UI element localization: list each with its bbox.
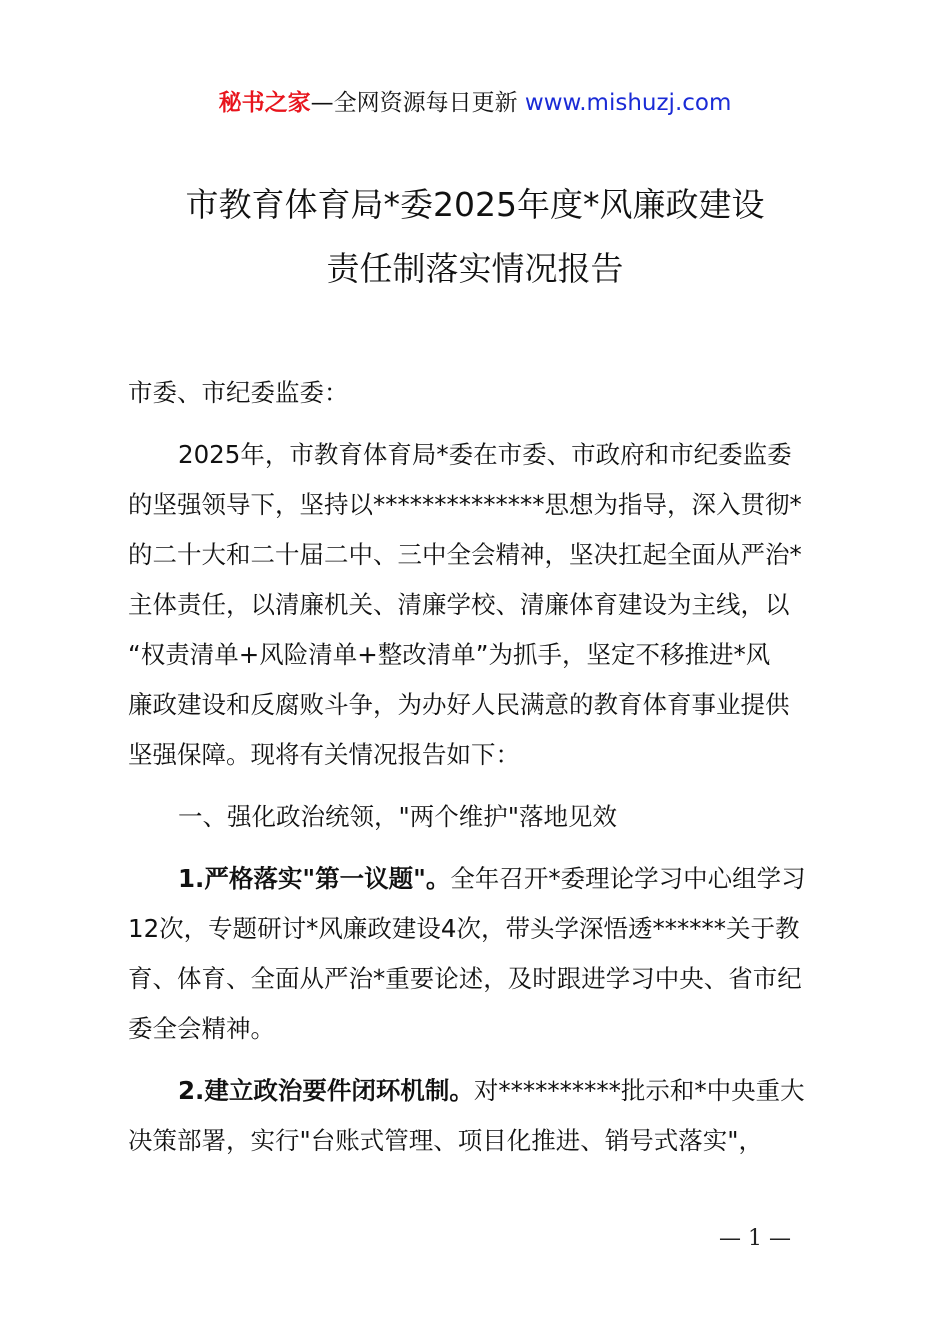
site-name: 秘书之家 — [218, 90, 311, 116]
item-1-line: 育、体育、全面从严治*重要论述，及时跟进学习中央、省市纪 — [128, 964, 802, 993]
site-tagline: —全网资源每日更新 — [310, 90, 525, 116]
item-1-heading: 1.严格落实"第一议题"。 — [178, 864, 451, 893]
item-1-line: 12次，专题研讨*风廉政建设4次，带头学深悟透******关于教 — [128, 914, 800, 943]
item-1-line: 委全会精神。 — [128, 1014, 275, 1043]
section-heading: 一、强化政治统领，"两个维护"落地见效 — [178, 802, 618, 831]
item-2-first-line — [178, 1074, 888, 1108]
page-number: — 1 — — [719, 1226, 791, 1251]
intro-line: 主体责任，以清廉机关、清廉学校、清廉体育建设为主线，以 — [128, 590, 790, 619]
document-title-line-1: 市教育体育局*委2025年度*风廉政建设 — [185, 185, 765, 224]
site-header — [0, 86, 950, 120]
item-2-text: 对**********批示和*中央重大 — [473, 1076, 805, 1105]
item-2-line: 决策部署，实行"台账式管理、项目化推进、销号式落实"， — [128, 1126, 764, 1155]
item-1-first-line — [178, 862, 888, 896]
intro-line: 2025年，市教育体育局*委在市委、市政府和市纪委监委 — [178, 440, 792, 469]
intro-line: 的二十大和二十届二中、三中全会精神，坚决扛起全面从严治* — [128, 540, 802, 569]
item-1-text: 全年召开*委理论学习中心组学习 — [450, 864, 806, 893]
salutation: 市委、市纪委监委： — [128, 378, 349, 407]
intro-line: 的坚强领导下，坚持以**************思想为指导，深入贯彻* — [128, 490, 802, 519]
intro-line: 廉政建设和反腐败斗争，为办好人民满意的教育体育事业提供 — [128, 690, 790, 719]
site-url-link[interactable]: www.mishuzj.com — [524, 90, 732, 116]
document-title-line-2: 责任制落实情况报告 — [326, 249, 624, 288]
intro-line: 坚强保障。现将有关情况报告如下： — [128, 740, 520, 769]
item-2-heading: 2.建立政治要件闭环机制。 — [178, 1076, 474, 1105]
intro-line: “权责清单+风险清单+整改清单”为抓手，坚定不移推进*风 — [128, 640, 771, 669]
